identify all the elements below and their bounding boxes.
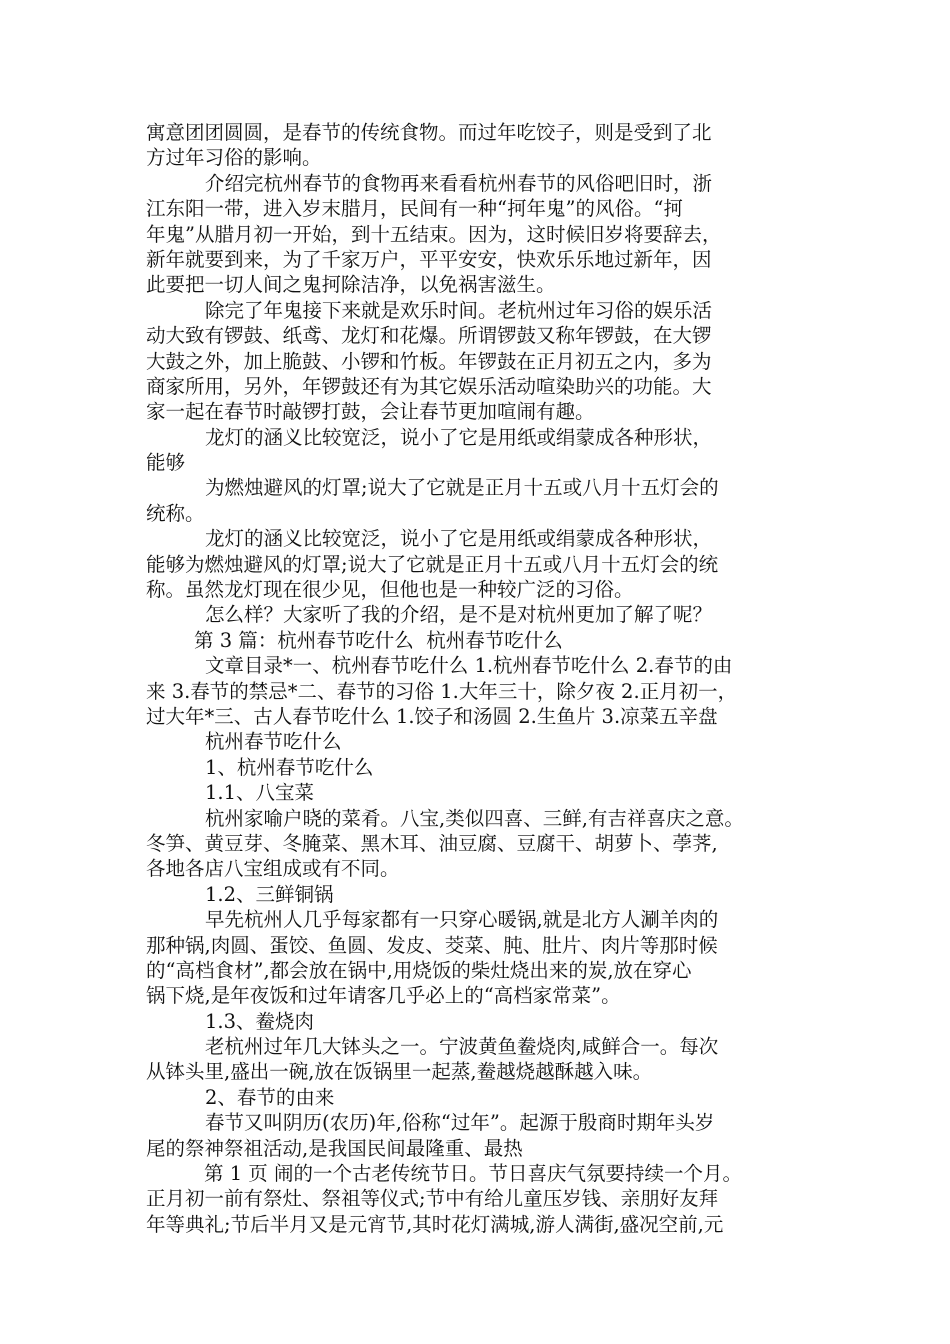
text-line: 统称。 xyxy=(146,501,205,525)
paragraph-first-line: 龙灯的涵义比较宽泛，说小了它是用纸或绢蒙成各种形状， xyxy=(205,425,713,449)
paragraph-first-line: 春节又叫阴历(农历)年,俗称“过年”。起源于殷商时期年头岁 xyxy=(205,1111,715,1135)
text-line: 大鼓之外，加上脆鼓、小锣和竹板。年锣鼓在正月初五之内，多为 xyxy=(146,349,712,373)
text-line: 过大年*三、古人春节吃什么 1.饺子和汤圆 2.生鱼片 3.凉菜五辛盘 xyxy=(146,704,718,728)
text-line: 的“高档食材”,都会放在锅中,用烧饭的柴灶烧出来的炭,放在穿心 xyxy=(146,958,692,982)
text-line: 那种锅,肉圆、蛋饺、鱼圆、发皮、茭菜、肫、肚片、肉片等那时候 xyxy=(146,933,718,957)
section-heading: 第 3 篇：杭州春节吃什么 杭州春节吃什么 xyxy=(194,628,563,652)
text-line: 新年就要到来，为了千家万户，平平安安，快欢乐乐地过新年，因 xyxy=(146,247,712,271)
text-line: 家一起在春节时敲锣打鼓，会让春节更加喧闹有趣。 xyxy=(146,400,595,424)
text-line: 称。虽然龙灯现在很少见，但他也是一种较广泛的习俗。 xyxy=(146,578,634,602)
text-line: 各地各店八宝组成或有不同。 xyxy=(146,857,400,881)
text-line: 能够 xyxy=(146,451,186,475)
paragraph-first-line: 除完了年鬼接下来就是欢乐时间。老杭州过年习俗的娱乐活 xyxy=(205,298,713,322)
paragraph-first-line: 老杭州过年几大钵头之一。宁波黄鱼鲞烧肉,咸鲜合一。每次 xyxy=(205,1035,719,1059)
text-line: 冬笋、黄豆芽、冬腌菜、黑木耳、油豆腐、豆腐干、胡萝卜、荸荠, xyxy=(146,831,718,855)
paragraph-first-line: 为燃烛避风的灯罩;说大了它就是正月十五或八月十五灯会的 xyxy=(205,476,719,500)
text-line: 正月初一前有祭灶、祭祖等仪式;节中有给儿童压岁钱、亲朋好友拜 xyxy=(146,1187,719,1211)
text-line: 年等典礼;节后半月又是元宵节,其时花灯满城,游人满街,盛况空前,元 xyxy=(146,1212,724,1236)
text-line: 从钵头里,盛出一碗,放在饭锅里一起蒸,鲞越烧越酥越入味。 xyxy=(146,1060,653,1084)
paragraph-first-line: 杭州家喻户晓的菜肴。八宝,类似四喜、三鲜,有吉祥喜庆之意。 xyxy=(205,806,744,830)
paragraph-first-line: 早先杭州人几乎每家都有一只穿心暖锅,就是北方人涮羊肉的 xyxy=(205,908,719,932)
subheading: 1.1、八宝菜 xyxy=(205,781,315,805)
text-line: 此要把一切人间之鬼抲除洁净，以免祸害滋生。 xyxy=(146,273,556,297)
text-line: 寓意团团圆圆，是春节的传统食物。而过年吃饺子，则是受到了北 xyxy=(146,121,712,144)
text-line: 商家所用，另外，年锣鼓还有为其它娱乐活动喧染助兴的功能。大 xyxy=(146,374,712,398)
text-line: 年鬼”从腊月初一开始，到十五结束。因为，这时候旧岁将要辞去， xyxy=(146,222,722,246)
text-line: 来 3.春节的禁忌*二、春节的习俗 1.大年三十，除夕夜 2.正月初一， xyxy=(146,679,738,703)
text-line: 锅下烧,是年夜饭和过年请客几乎必上的“高档家常菜”。 xyxy=(146,984,621,1008)
text-line: 动大致有锣鼓、纸鸢、龙灯和花爆。所谓锣鼓又称年锣鼓，在大锣 xyxy=(146,324,712,348)
paragraph-first-line: 龙灯的涵义比较宽泛，说小了它是用纸或绢蒙成各种形状， xyxy=(205,527,713,551)
subheading: 1、杭州春节吃什么 xyxy=(205,755,374,779)
text-line: 江东阳一带，进入岁末腊月，民间有一种“抲年鬼”的风俗。“抲 xyxy=(146,197,683,221)
page-number-line: 第 1 页 闹的一个古老传统节日。节日喜庆气氛要持续一个月。 xyxy=(204,1162,743,1186)
text-line: 尾的祭神祭祖活动,是我国民间最隆重、最热 xyxy=(146,1136,523,1160)
document-body xyxy=(146,120,826,1237)
paragraph-first-line: 介绍完杭州春节的食物再来看看杭州春节的风俗吧旧时，浙 xyxy=(205,171,713,195)
subheading: 1.3、鲞烧肉 xyxy=(205,1009,315,1033)
text-line: 方过年习俗的影响。 xyxy=(146,146,322,170)
text-line: 能够为燃烛避风的灯罩;说大了它就是正月十五或八月十五灯会的统 xyxy=(146,552,719,576)
paragraph-first-line: 怎么样？大家听了我的介绍，是不是对杭州更加了解了呢？ xyxy=(205,603,713,627)
subheading: 2、春节的由来 xyxy=(205,1085,335,1109)
subheading: 杭州春节吃什么 xyxy=(205,730,342,754)
paragraph-first-line: 文章目录*一、杭州春节吃什么 1.杭州春节吃什么 2.春节的由 xyxy=(205,654,733,678)
subheading: 1.2、三鲜铜锅 xyxy=(205,882,334,906)
